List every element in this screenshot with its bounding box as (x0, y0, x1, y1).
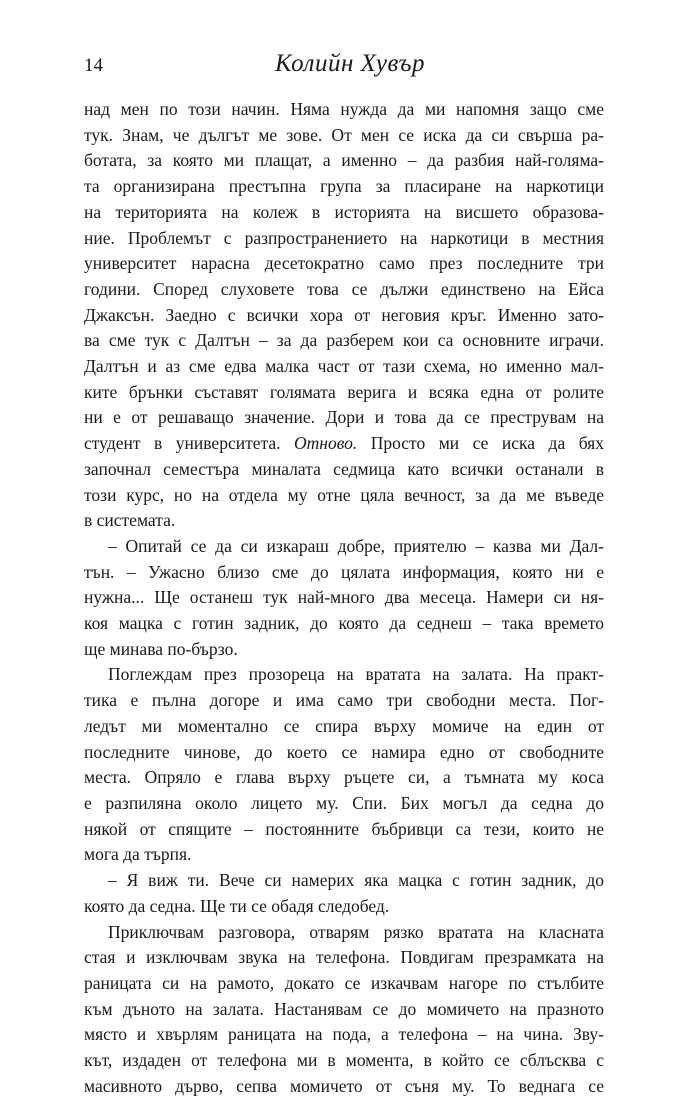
text-line: тук. Знам, че дългът ме зове. От мен се иска да си свърша ра- (84, 123, 604, 149)
text-line: в системата. (84, 508, 604, 534)
page-number: 14 (84, 54, 103, 78)
paragraph (84, 97, 604, 534)
text-line: години. Според слуховете това се дължи единствено на Ейса (84, 277, 604, 303)
paragraph (84, 920, 604, 1099)
paragraph (84, 868, 604, 919)
text-line: нужна... Ще останеш тук най-много два месеца. Намери си ня- (84, 585, 604, 611)
text-line: мога да търпя. (84, 842, 604, 868)
text-line: коя мацка с готин задник, до която да седнеш – така времето (84, 611, 604, 637)
text-line: ва сме тук с Далтън – за да разберем кои са основните играчи. (84, 328, 604, 354)
text-line: ледът ми моментално се спира върху момиче на един от (84, 714, 604, 740)
text-run: Просто ми се иска да бях (357, 433, 604, 453)
text-line: ките брънки съставят голямата верига и всяка една от ролите (84, 380, 604, 406)
text-line: стая и изключвам звука на телефона. Повдигам презрамката на (84, 945, 604, 971)
text-line: ботата, за която ми плащат, а именно – да разбия най-голяма- (84, 148, 604, 174)
text-line: – Опитай се да си изкараш добре, приятелю – казва ми Дал- (84, 534, 604, 560)
text-line: Далтън и аз сме едва малка част от тази схема, но именно мал- (84, 354, 604, 380)
text-line: масивното дърво, сепва момичето от съня му. То веднага се (84, 1074, 604, 1099)
text-line: място и хвърлям раницата на пода, а телефона – на чина. Зву- (84, 1022, 604, 1048)
text-line: ще минава по-бързо. (84, 637, 604, 663)
text-line: някой от спящите – постоянните бъбривци са тези, които не (84, 817, 604, 843)
text-line: раницата си на рамото, докато се изкачвам нагоре по стълбите (84, 971, 604, 997)
text-line: Поглеждам през прозореца на вратата на залата. На практ- (84, 662, 604, 688)
text-line: тън. – Ужасно близо сме до цялата информация, която ни е (84, 560, 604, 586)
text-line: университет нарасна десетократно само през последните три (84, 251, 604, 277)
text-line: – Я виж ти. Вече си намерих яка мацка с готин задник, до (84, 868, 604, 894)
text-line: започнал семестъра миналата седмица като всички останали в (84, 457, 604, 483)
text-line: тика е пълна догоре и има само три свободни места. Пог- (84, 688, 604, 714)
text-line: ни е от решаващо значение. Дори и това да се преструвам на (84, 405, 604, 431)
text-line: та организирана престъпна група за пласиране на наркотици (84, 174, 604, 200)
paragraph (84, 534, 604, 663)
text-line: към дъното на залата. Настанявам се до момичето на празното (84, 997, 604, 1023)
text-line: ние. Проблемът с разпространението на наркотици в местния (84, 226, 604, 252)
text-line-with-italic (84, 431, 604, 457)
text-line: кът, издаден от телефона ми в момента, в който се сблъсква с (84, 1048, 604, 1074)
paragraph (84, 662, 604, 868)
text-line: която да седна. Ще ти се обадя следобед. (84, 894, 604, 920)
text-line: този курс, но на отдела му отне цяла вечност, за да ме въведе (84, 483, 604, 509)
text-line: над мен по този начин. Няма нужда да ми напомня защо сме (84, 97, 604, 123)
text-line: последните чинове, до което се намира едно от свободните (84, 740, 604, 766)
text-line: на територията на колеж в историята на висшето образова- (84, 200, 604, 226)
text-line: Джаксън. Заедно с всички хора от неговия кръг. Именно зато- (84, 303, 604, 329)
running-head-author: Колийн Хувър (0, 48, 700, 80)
text-line: места. Опряло е глава върху ръцете си, а тъмната му коса (84, 765, 604, 791)
text-run: студент в университета. (84, 433, 294, 453)
text-line: е разпиляна около лицето му. Спи. Бих могъл да седна до (84, 791, 604, 817)
italic-word: Отново. (294, 433, 357, 453)
text-line: Приключвам разговора, отварям рязко вратата на класната (84, 920, 604, 946)
body-text (84, 97, 604, 1099)
